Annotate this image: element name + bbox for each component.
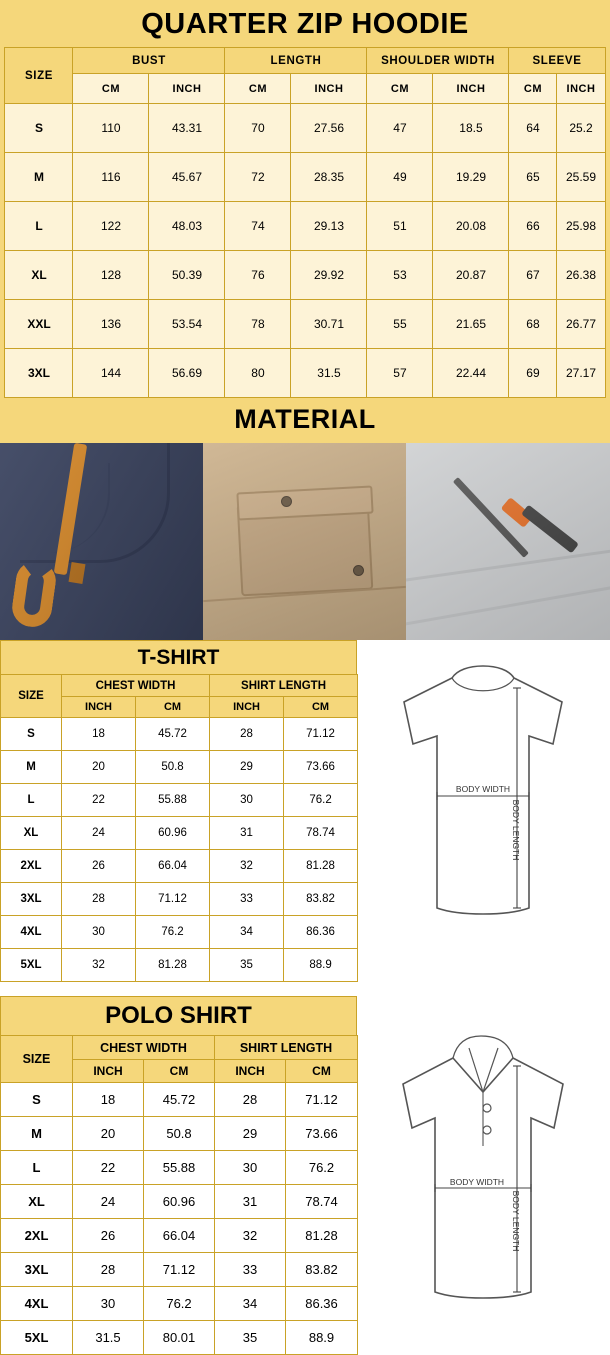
tshirt-unit-chest-inch: INCH	[62, 697, 136, 718]
polo-cell: 71.12	[286, 1083, 358, 1117]
tshirt-header-chest-width: CHEST WIDTH	[62, 675, 210, 697]
polo-row-size: 3XL	[1, 1253, 73, 1287]
table-row	[1, 1083, 358, 1117]
hoodie-cell: 26.77	[557, 300, 605, 349]
polo-cell: 26	[73, 1219, 144, 1253]
tshirt-row-size: L	[1, 784, 62, 817]
hoodie-cell: 27.17	[557, 349, 605, 398]
hoodie-unit-shoulder-cm: CM	[367, 74, 433, 104]
polo-table-wrapper	[0, 996, 357, 1355]
hoodie-cell: 25.2	[557, 104, 605, 153]
tshirt-row-size: S	[1, 718, 62, 751]
table-row	[1, 817, 358, 850]
tshirt-cell: 20	[62, 751, 136, 784]
grey-zipper-pull-photo	[406, 443, 610, 640]
hoodie-cell: 21.65	[433, 300, 509, 349]
polo-row-size: XL	[1, 1185, 73, 1219]
hoodie-cell: 20.08	[433, 202, 509, 251]
table-row	[5, 349, 605, 398]
tshirt-unit-length-inch: INCH	[210, 697, 284, 718]
hoodie-header-size: SIZE	[5, 48, 73, 104]
tshirt-cell: 86.36	[284, 916, 358, 949]
tshirt-cell: 28	[210, 718, 284, 751]
polo-cell: 29	[215, 1117, 286, 1151]
hoodie-cell: 29.92	[291, 251, 367, 300]
hoodie-cell: 22.44	[433, 349, 509, 398]
hoodie-cell: 72	[225, 153, 291, 202]
tshirt-cell: 55.88	[136, 784, 210, 817]
polo-unit-length-inch: INCH	[215, 1060, 286, 1083]
hoodie-size-table	[4, 47, 605, 398]
polo-cell: 76.2	[144, 1287, 215, 1321]
hoodie-row-size: M	[5, 153, 73, 202]
hoodie-cell: 27.56	[291, 104, 367, 153]
hoodie-row-size: XL	[5, 251, 73, 300]
material-title: MATERIAL	[0, 398, 610, 443]
hoodie-cell: 30.71	[291, 300, 367, 349]
table-row	[1, 1253, 358, 1287]
hoodie-cell: 53.54	[149, 300, 225, 349]
hoodie-cell: 55	[367, 300, 433, 349]
tshirt-cell: 81.28	[284, 850, 358, 883]
polo-cell: 35	[215, 1321, 286, 1355]
tshirt-row-size: XL	[1, 817, 62, 850]
tshirt-cell: 26	[62, 850, 136, 883]
tshirt-cell: 88.9	[284, 949, 358, 982]
tshirt-row-size: 2XL	[1, 850, 62, 883]
table-row	[1, 784, 358, 817]
polo-cell: 22	[73, 1151, 144, 1185]
tshirt-cell: 71.12	[136, 883, 210, 916]
hoodie-row-size: L	[5, 202, 73, 251]
hoodie-cell: 25.98	[557, 202, 605, 251]
hoodie-row-size: S	[5, 104, 73, 153]
polo-cell: 33	[215, 1253, 286, 1287]
hoodie-unit-length-inch: INCH	[291, 74, 367, 104]
table-row	[1, 949, 358, 982]
tshirt-cell: 78.74	[284, 817, 358, 850]
hoodie-section	[0, 0, 610, 443]
table-row	[1, 1287, 358, 1321]
hoodie-cell: 76	[225, 251, 291, 300]
hoodie-cell: 20.87	[433, 251, 509, 300]
beige-sleeve-pocket-photo	[203, 443, 406, 640]
photo-shading	[406, 443, 610, 640]
tshirt-cell: 73.66	[284, 751, 358, 784]
hoodie-cell: 18.5	[433, 104, 509, 153]
tshirt-cell: 50.8	[136, 751, 210, 784]
polo-cell: 31.5	[73, 1321, 144, 1355]
hoodie-cell: 66	[509, 202, 557, 251]
polo-cell: 34	[215, 1287, 286, 1321]
polo-cell: 83.82	[286, 1253, 358, 1287]
tshirt-row-size: M	[1, 751, 62, 784]
table-row	[5, 251, 605, 300]
hoodie-cell: 68	[509, 300, 557, 349]
hoodie-cell: 65	[509, 153, 557, 202]
tshirt-header-shirt-length: SHIRT LENGTH	[210, 675, 358, 697]
polo-header-size: SIZE	[1, 1036, 73, 1083]
hoodie-cell: 53	[367, 251, 433, 300]
tshirt-cell: 66.04	[136, 850, 210, 883]
hoodie-cell: 29.13	[291, 202, 367, 251]
hoodie-header-shoulder-width: SHOULDER WIDTH	[367, 48, 509, 74]
hoodie-cell: 69	[509, 349, 557, 398]
hoodie-row-size: 3XL	[5, 349, 73, 398]
hoodie-cell: 43.31	[149, 104, 225, 153]
tshirt-row-size: 5XL	[1, 949, 62, 982]
polo-cell: 81.28	[286, 1219, 358, 1253]
tshirt-row-size: 3XL	[1, 883, 62, 916]
polo-cell: 80.01	[144, 1321, 215, 1355]
table-row	[1, 751, 358, 784]
polo-body-width-label: BODY WIDTH	[449, 1177, 505, 1187]
hoodie-cell: 110	[73, 104, 149, 153]
material-photo-strip	[0, 443, 610, 640]
polo-cell: 66.04	[144, 1219, 215, 1253]
polo-row-size: 4XL	[1, 1287, 73, 1321]
tshirt-body-length-label: BODY LENGTH	[511, 799, 521, 861]
polo-cell: 28	[215, 1083, 286, 1117]
hoodie-cell: 80	[225, 349, 291, 398]
tshirt-cell: 45.72	[136, 718, 210, 751]
tshirt-cell: 83.82	[284, 883, 358, 916]
hoodie-cell: 47	[367, 104, 433, 153]
table-row	[1, 850, 358, 883]
polo-header-row	[1, 1036, 358, 1060]
polo-diagram	[357, 996, 610, 1326]
polo-section	[0, 996, 610, 1355]
polo-header-shirt-length: SHIRT LENGTH	[215, 1036, 358, 1060]
hoodie-cell: 122	[73, 202, 149, 251]
polo-cell: 73.66	[286, 1117, 358, 1151]
table-row	[1, 916, 358, 949]
polo-diagram-wrapper	[357, 996, 610, 1355]
hoodie-cell: 45.67	[149, 153, 225, 202]
hoodie-cell: 70	[225, 104, 291, 153]
polo-unit-chest-cm: CM	[144, 1060, 215, 1083]
hoodie-cell: 31.5	[291, 349, 367, 398]
polo-cell: 20	[73, 1117, 144, 1151]
table-row	[1, 1219, 358, 1253]
table-row	[1, 1151, 358, 1185]
tshirt-cell: 76.2	[284, 784, 358, 817]
tshirt-cell: 35	[210, 949, 284, 982]
polo-row-size: 5XL	[1, 1321, 73, 1355]
hoodie-cell: 136	[73, 300, 149, 349]
hoodie-cell: 50.39	[149, 251, 225, 300]
table-row	[5, 202, 605, 251]
hoodie-cell: 74	[225, 202, 291, 251]
polo-cell: 71.12	[144, 1253, 215, 1287]
polo-cell: 76.2	[286, 1151, 358, 1185]
polo-cell: 55.88	[144, 1151, 215, 1185]
polo-unit-chest-inch: INCH	[73, 1060, 144, 1083]
polo-cell: 50.8	[144, 1117, 215, 1151]
tshirt-cell: 29	[210, 751, 284, 784]
hoodie-unit-bust-inch: INCH	[149, 74, 225, 104]
polo-cell: 32	[215, 1219, 286, 1253]
polo-cell: 28	[73, 1253, 144, 1287]
tshirt-cell: 32	[62, 949, 136, 982]
tshirt-header-size: SIZE	[1, 675, 62, 718]
tshirt-cell: 30	[62, 916, 136, 949]
hoodie-title: QUARTER ZIP HOODIE	[0, 0, 610, 47]
hoodie-cell: 116	[73, 153, 149, 202]
tshirt-size-table	[0, 674, 358, 982]
hoodie-header-bust: BUST	[73, 48, 225, 74]
polo-row-size: L	[1, 1151, 73, 1185]
tshirt-title: T-SHIRT	[0, 640, 357, 674]
tshirt-cell: 71.12	[284, 718, 358, 751]
hoodie-cell: 25.59	[557, 153, 605, 202]
section-spacer	[0, 982, 610, 996]
table-row	[1, 718, 358, 751]
tshirt-cell: 28	[62, 883, 136, 916]
polo-cell: 88.9	[286, 1321, 358, 1355]
polo-cell: 60.96	[144, 1185, 215, 1219]
table-row	[1, 1185, 358, 1219]
tshirt-cell: 32	[210, 850, 284, 883]
tshirt-cell: 33	[210, 883, 284, 916]
tshirt-row-size: 4XL	[1, 916, 62, 949]
hoodie-unit-sleeve-cm: CM	[509, 74, 557, 104]
polo-row-size: 2XL	[1, 1219, 73, 1253]
hoodie-unit-sleeve-inch: INCH	[557, 74, 605, 104]
hoodie-cell: 51	[367, 202, 433, 251]
polo-cell: 24	[73, 1185, 144, 1219]
tshirt-cell: 24	[62, 817, 136, 850]
tshirt-cell: 22	[62, 784, 136, 817]
photo-shading	[0, 443, 203, 640]
hoodie-row-size: XXL	[5, 300, 73, 349]
tshirt-diagram	[357, 640, 610, 970]
tshirt-section	[0, 640, 610, 982]
polo-header-chest-width: CHEST WIDTH	[73, 1036, 215, 1060]
polo-cell: 30	[73, 1287, 144, 1321]
polo-size-table	[0, 1035, 358, 1355]
polo-row-size: S	[1, 1083, 73, 1117]
photo-shading	[203, 443, 406, 640]
hoodie-unit-length-cm: CM	[225, 74, 291, 104]
hoodie-cell: 128	[73, 251, 149, 300]
hoodie-cell: 19.29	[433, 153, 509, 202]
polo-body-length-label: BODY LENGTH	[511, 1190, 521, 1252]
table-row	[1, 1321, 358, 1355]
navy-hoodie-drawstring-photo	[0, 443, 203, 640]
table-row	[1, 1117, 358, 1151]
hoodie-cell: 56.69	[149, 349, 225, 398]
tshirt-body-width-label: BODY WIDTH	[455, 784, 511, 794]
tshirt-cell: 34	[210, 916, 284, 949]
polo-title: POLO SHIRT	[0, 996, 357, 1035]
hoodie-header-sleeve: SLEEVE	[509, 48, 605, 74]
polo-cell: 31	[215, 1185, 286, 1219]
tshirt-cell: 31	[210, 817, 284, 850]
hoodie-cell: 78	[225, 300, 291, 349]
tshirt-table-wrapper	[0, 640, 357, 982]
hoodie-header-length: LENGTH	[225, 48, 367, 74]
tshirt-unit-chest-cm: CM	[136, 697, 210, 718]
hoodie-cell: 57	[367, 349, 433, 398]
polo-cell: 18	[73, 1083, 144, 1117]
hoodie-cell: 28.35	[291, 153, 367, 202]
table-row	[5, 104, 605, 153]
tshirt-cell: 76.2	[136, 916, 210, 949]
hoodie-cell: 67	[509, 251, 557, 300]
hoodie-unit-bust-cm: CM	[73, 74, 149, 104]
tshirt-diagram-wrapper	[357, 640, 610, 982]
hoodie-cell: 49	[367, 153, 433, 202]
hoodie-cell: 26.38	[557, 251, 605, 300]
hoodie-cell: 144	[73, 349, 149, 398]
polo-cell: 45.72	[144, 1083, 215, 1117]
tshirt-cell: 60.96	[136, 817, 210, 850]
table-row	[1, 883, 358, 916]
tshirt-unit-length-cm: CM	[284, 697, 358, 718]
hoodie-cell: 64	[509, 104, 557, 153]
table-row	[5, 153, 605, 202]
polo-cell: 78.74	[286, 1185, 358, 1219]
hoodie-unit-shoulder-inch: INCH	[433, 74, 509, 104]
polo-cell: 86.36	[286, 1287, 358, 1321]
tshirt-cell: 18	[62, 718, 136, 751]
hoodie-cell: 48.03	[149, 202, 225, 251]
hoodie-unit-header-row	[5, 74, 605, 104]
tshirt-cell: 81.28	[136, 949, 210, 982]
polo-row-size: M	[1, 1117, 73, 1151]
table-row	[5, 300, 605, 349]
tshirt-header-row	[1, 675, 358, 697]
polo-cell: 30	[215, 1151, 286, 1185]
hoodie-group-header-row	[5, 48, 605, 74]
polo-unit-length-cm: CM	[286, 1060, 358, 1083]
tshirt-cell: 30	[210, 784, 284, 817]
